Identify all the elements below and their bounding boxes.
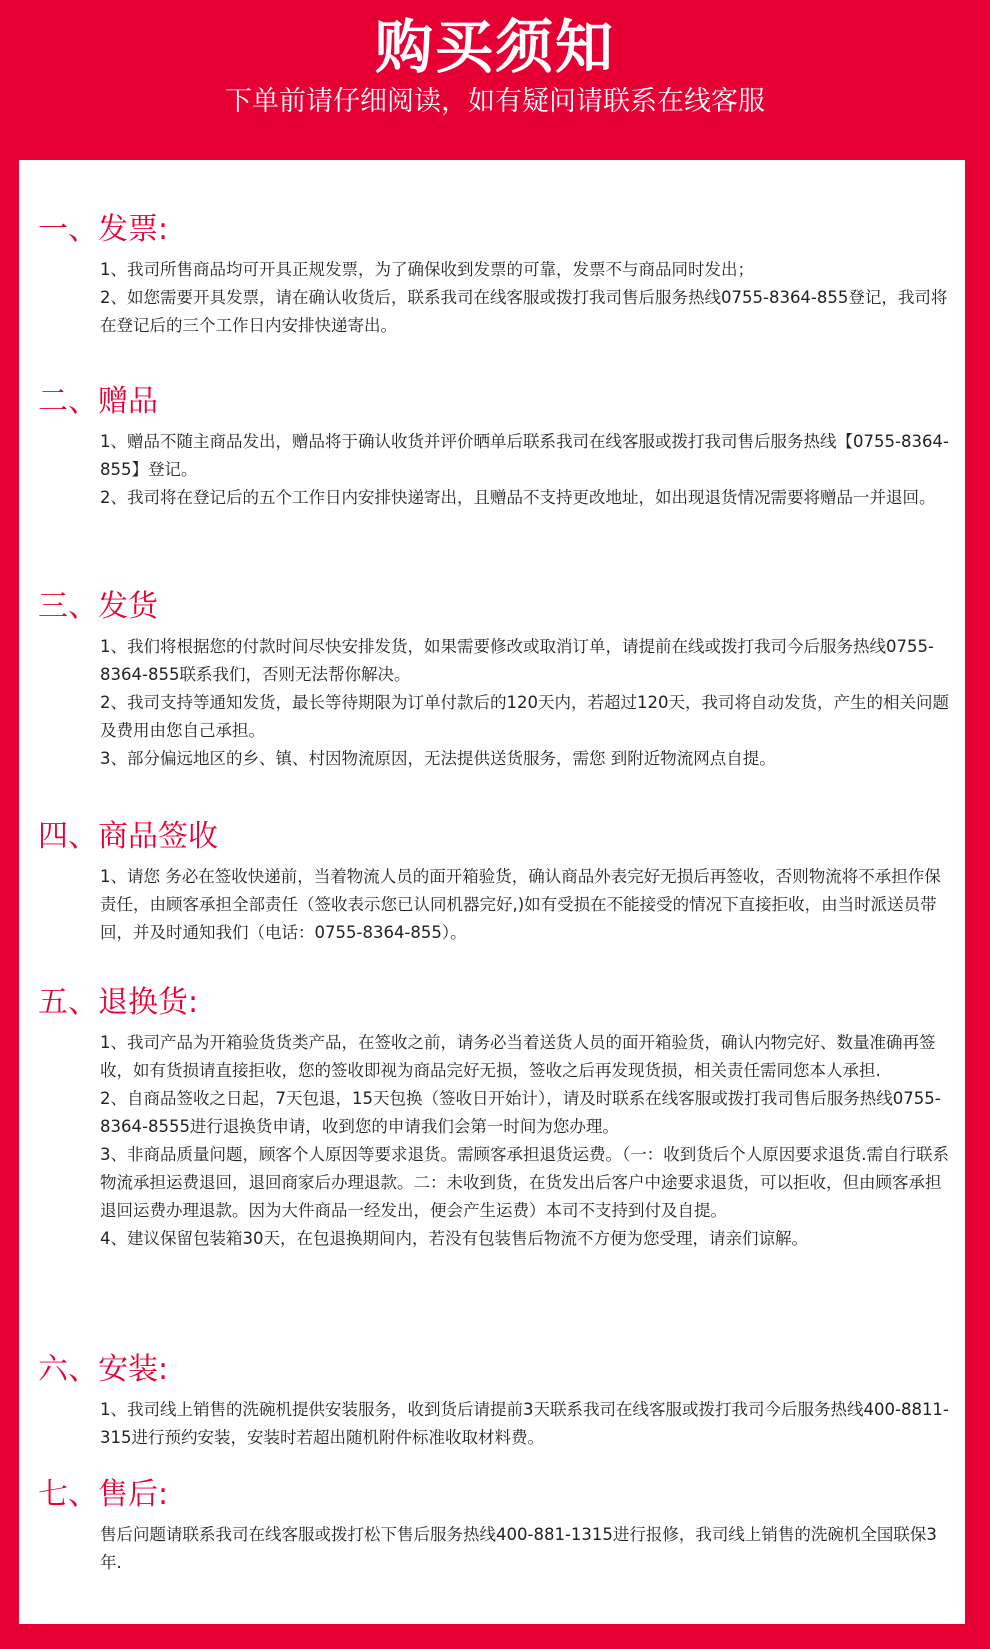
list-item: 3、部分偏远地区的乡、镇、村因物流原因，无法提供送货服务，需您 到附近物流网点自提。 [100,749,776,768]
section-returns [19,983,950,1253]
list-item: 2、如您需要开具发票，请在确认收货后，联系我司在线客服或拨打我司售后服务热线0755-8364-855登记，我司将在登记后的三个工作日内安排快递寄出。 [100,288,948,335]
page-subtitle: 下单前请仔细阅读，如有疑问请联系在线客服 [225,86,765,117]
list-item: 2、自商品签收之日起，7天包退，15天包换（签收日开始计），请及时联系在线客服或拨打我司售后服务热线0755-8364-8555进行退换货申请，收到您的申请我们会第一时间为您办理。 [100,1089,941,1136]
section-gifts [19,382,950,512]
section-heading: 三、发货 [38,589,158,624]
list-item: 1、我司所售商品均可开具正规发票，为了确保收到发票的可靠，发票不与商品同时发出； [100,260,754,279]
section-heading: 五、退换货: [38,985,199,1020]
list-item: 2、我司支持等通知发货，最长等待期限为订单付款后的120天内，若超过120天，我司将自动发货，产生的相关问题及费用由您自己承担。 [100,693,949,740]
list-item: 1、我们将根据您的付款时间尽快安排发货，如果需要修改或取消订单，请提前在线或拨打我司今后服务热线0755-8364-855联系我们，否则无法帮你解决。 [100,637,934,684]
page-title: 购买须知 [374,13,615,81]
section-receipt [19,817,950,947]
list-item: 1、请您 务必在签收快递前，当着物流人员的面开箱验货，确认商品外表完好无损后再签收，否则物流将不承担作保责任，由顾客承担全部责任（签收表示您已认同机器完好,)如有受损在不能接受的情况下直接拒收，由当时派送员带回，并及时通知我们（电话：0755-8364-855）。 [100,867,941,942]
section-heading: 一、发票: [38,212,169,247]
list-item: 1、我司线上销售的洗碗机提供安装服务，收到货后请提前3天联系我司在线客服或拨打我司今后服务热线400-8811-315进行预约安装，安装时若超出随机附件标准收取材料费。 [100,1400,949,1447]
list-item: 1、赠品不随主商品发出，赠品将于确认收货并评价晒单后联系我司在线客服或拨打我司售后服务热线【0755-8364-855】登记。 [100,432,949,479]
list-item: 3、非商品质量问题，顾客个人原因等要求退货。需顾客承担退货运费。（一：收到货后个人原因要求退货.需自行联系物流承担运费退回，退回商家后办理退款。二：未收到货，在货发出后客户中途要求退货，可以拒收，但由顾客承担退回运费办理退款。因为大件商品一经发出，便会产生运费）本司不支持到付及自提。 [100,1145,949,1220]
section-after-sales [19,1475,950,1577]
notice-panel [19,160,965,1624]
section-shipping [19,587,950,773]
section-invoice [19,210,950,340]
section-heading: 二、赠品 [38,384,158,419]
list-item: 2、我司将在登记后的五个工作日内安排快递寄出，且赠品不支持更改地址，如出现退货情况需要将赠品一并退回。 [100,488,936,507]
list-item: 4、建议保留包装箱30天，在包退换期间内，若没有包装售后物流不方便为您受理，请亲们谅解。 [100,1229,808,1248]
section-heading: 六、安装: [38,1352,169,1387]
section-heading: 四、商品签收 [38,819,218,854]
section-heading: 七、售后: [38,1477,169,1512]
list-item: 售后问题请联系我司在线客服或拨打松下售后服务热线400-881-1315进行报修，我司线上销售的洗碗机全国联保3年. [100,1525,937,1572]
section-installation [19,1350,950,1452]
list-item: 1、我司产品为开箱验货货类产品，在签收之前，请务必当着送货人员的面开箱验货，确认内物完好、数量准确再签收，如有货损请直接拒收，您的签收即视为商品完好无损，签收之后再发现货损，相关责任需同您本人承担. [100,1033,936,1080]
